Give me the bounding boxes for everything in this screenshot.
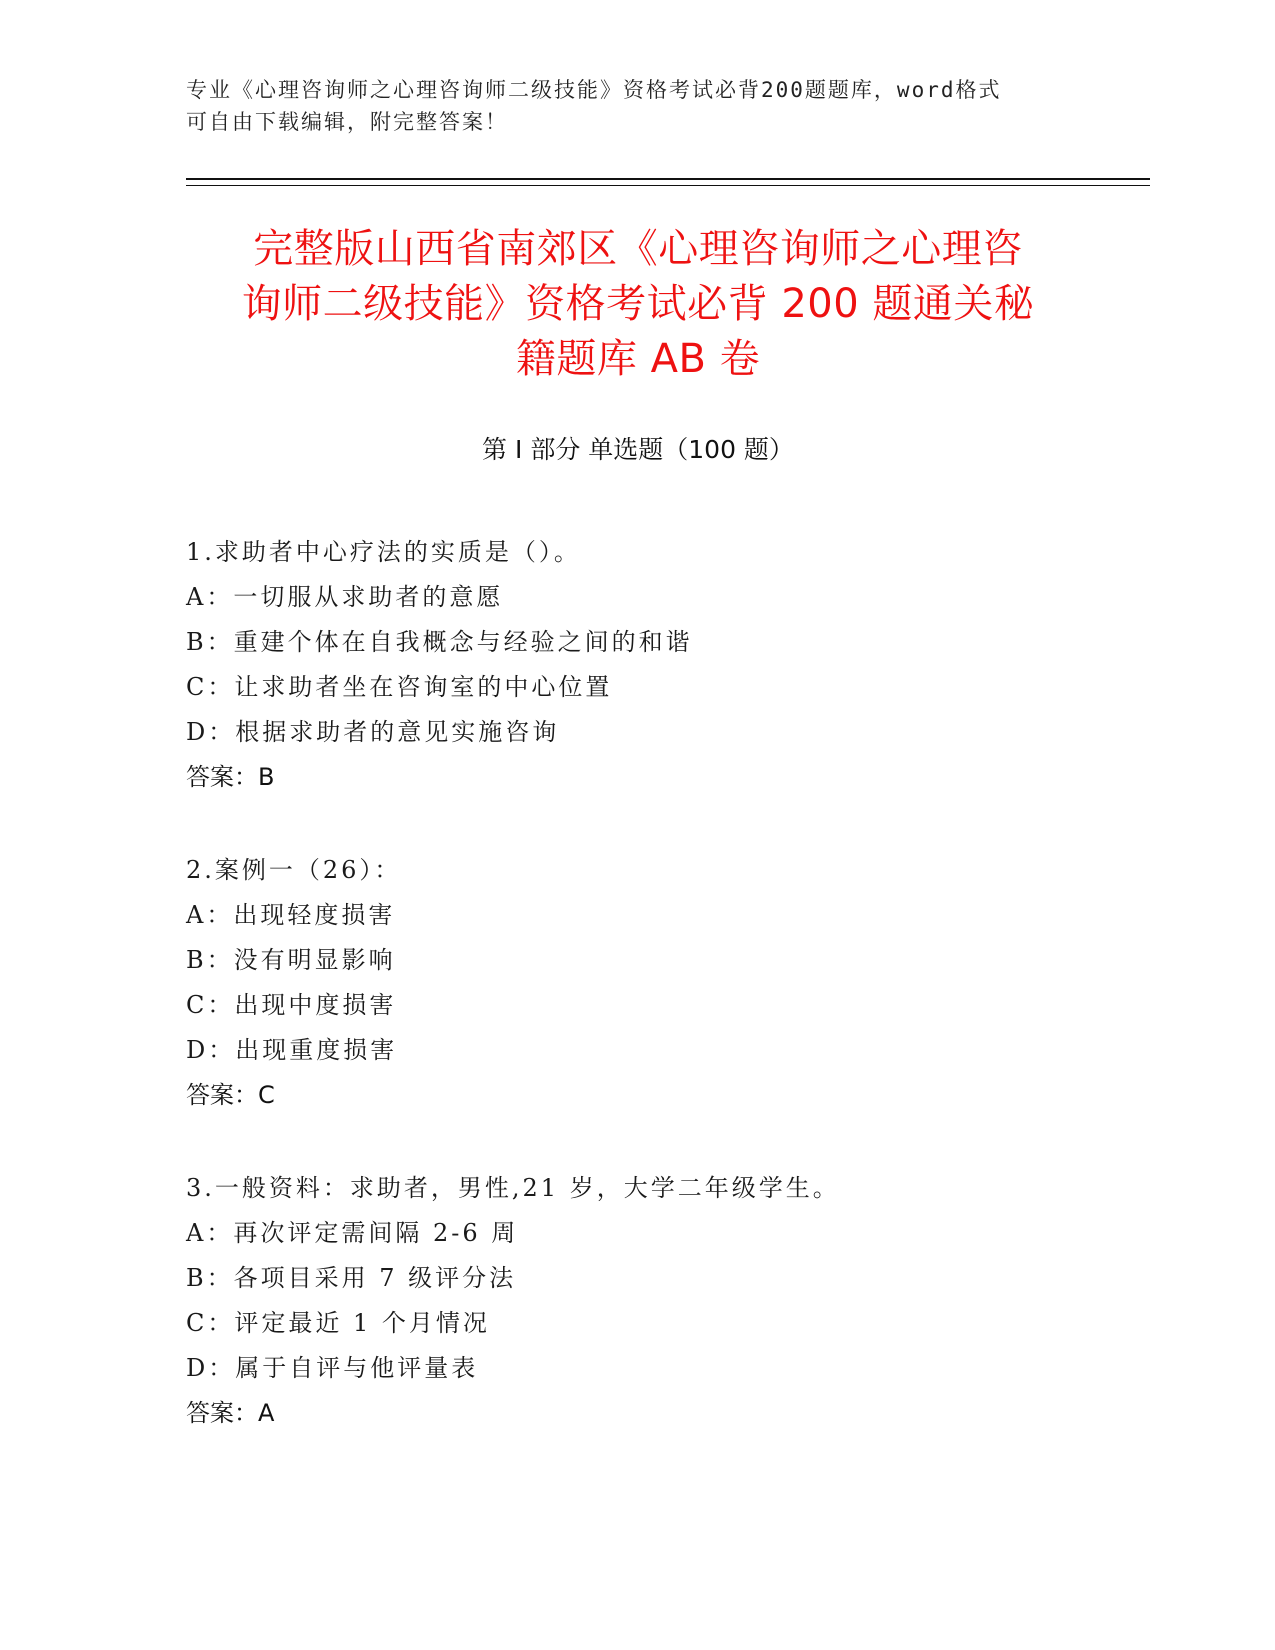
option-d: D：根据求助者的意见实施咨询 <box>186 718 560 746</box>
header-divider-thick <box>186 178 1150 180</box>
question-2 <box>186 848 1136 1118</box>
option-d: D：出现重度损害 <box>186 1036 398 1064</box>
option-c: C：让求助者坐在咨询室的中心位置 <box>186 673 613 701</box>
header-note <box>186 74 1086 138</box>
option-a: A：一切服从求助者的意愿 <box>186 583 504 611</box>
option-d: D：属于自评与他评量表 <box>186 1354 479 1382</box>
question-stem: 3.一般资料：求助者，男性,21 岁，大学二年级学生。 <box>186 1174 840 1202</box>
document-title-line-2: 询师二级技能》资格考试必背 200 题通关秘 <box>241 281 1035 327</box>
option-c: C：出现中度损害 <box>186 991 397 1019</box>
document-title-line-3: 籍题库 AB 卷 <box>515 336 761 382</box>
option-b: B：各项目采用 7 级评分法 <box>186 1264 517 1292</box>
header-note-line-1: 专业《心理咨询师之心理咨询师二级技能》资格考试必背200题题库，word格式 <box>186 78 1002 102</box>
header-divider-thin <box>186 185 1150 186</box>
section-title: 第 I 部分 单选题（100 题） <box>482 435 794 464</box>
document-title-line-1: 完整版山西省南郊区《心理咨询师之心理咨 <box>253 226 1023 272</box>
header-note-line-2: 可自由下载编辑，附完整答案！ <box>186 110 508 134</box>
question-3 <box>186 1166 1136 1436</box>
option-b: B：重建个体在自我概念与经验之间的和谐 <box>186 628 693 656</box>
answer: 答案：A <box>186 1399 275 1427</box>
question-1 <box>186 530 1136 800</box>
option-a: A：出现轻度损害 <box>186 901 396 929</box>
answer: 答案：C <box>186 1081 275 1109</box>
document-title <box>186 222 1090 387</box>
option-b: B：没有明显影响 <box>186 946 396 974</box>
question-stem: 1.求助者中心疗法的实质是（）。 <box>186 538 581 566</box>
answer: 答案：B <box>186 763 275 791</box>
option-c: C：评定最近 1 个月情况 <box>186 1309 490 1337</box>
question-stem: 2.案例一（26）： <box>186 856 402 884</box>
option-a: A：再次评定需间隔 2-6 周 <box>186 1219 519 1247</box>
